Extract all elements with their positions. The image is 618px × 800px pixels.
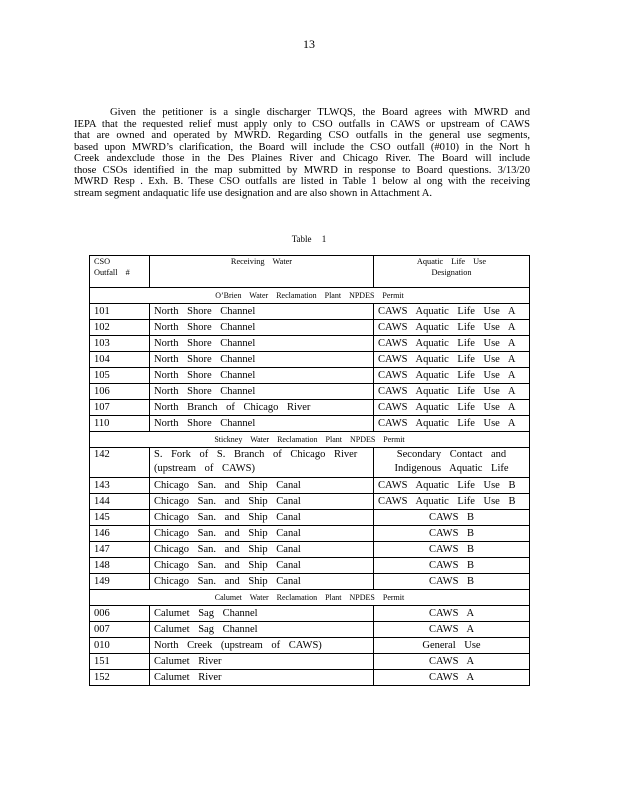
table-row	[90, 526, 530, 542]
use-cell: CAWS A	[374, 670, 530, 686]
table-row	[90, 654, 530, 670]
outfall-cell: 007	[90, 622, 150, 638]
use-cell: CAWS B	[374, 558, 530, 574]
use-cell: CAWS B	[374, 526, 530, 542]
water-cell: Chicago San. and Ship Canal	[150, 574, 374, 590]
water-cell: Chicago San. and Ship Canal	[150, 542, 374, 558]
water-cell: Chicago San. and Ship Canal	[150, 494, 374, 510]
use-cell: CAWS Aquatic Life Use A	[374, 416, 530, 432]
header-cso-label: CSO	[94, 257, 111, 266]
table-row	[90, 416, 530, 432]
outfall-cell: 146	[90, 526, 150, 542]
outfall-cell: 144	[90, 494, 150, 510]
paragraph-line: based upon MWRD’s clarification, the Board will include the CSO outfall (#010) in the Nort h	[74, 141, 530, 153]
use-cell: CAWS Aquatic Life Use A	[374, 320, 530, 336]
use-cell: CAWS Aquatic Life Use A	[374, 304, 530, 320]
water-cell: Calumet River	[150, 670, 374, 686]
paragraph-line: stream segment andaquatic life use designation and are also shown in Attachment A.	[74, 187, 433, 199]
paragraph-line: Given the petitioner is a single discharger TLWQS, the Board agrees with MWRD and	[110, 107, 530, 118]
use-cell: CAWS Aquatic Life Use A	[374, 352, 530, 368]
outfall-cell: 149	[90, 574, 150, 590]
table-row	[90, 638, 530, 654]
paragraph-line: those CSOs identified in the map submitted by MWRD in response to Board questions. 3/13/20	[74, 164, 530, 176]
table-header-row	[90, 256, 530, 288]
outfall-cell: 152	[90, 670, 150, 686]
water-cell: Chicago San. and Ship Canal	[150, 526, 374, 542]
use-line: Indigenous Aquatic Life	[394, 463, 509, 474]
water-cell: North Shore Channel	[150, 336, 374, 352]
water-cell: Chicago San. and Ship Canal	[150, 558, 374, 574]
water-cell: North Branch of Chicago River	[150, 400, 374, 416]
water-cell: North Shore Channel	[150, 416, 374, 432]
use-cell: CAWS Aquatic Life Use A	[374, 368, 530, 384]
section-title: Stickney Water Reclamation Plant NPDES Permit	[90, 432, 530, 448]
table-row	[90, 670, 530, 686]
paragraph-line: MWRD Resp . Exh. B. These CSO outfalls are listed in Table 1 below al ong with the receiving	[74, 176, 530, 187]
table-row	[90, 304, 530, 320]
water-cell: Chicago San. and Ship Canal	[150, 478, 374, 494]
use-cell: CAWS B	[374, 510, 530, 526]
outfall-cell: 006	[90, 606, 150, 622]
outfall-cell: 102	[90, 320, 150, 336]
paragraph-line: Creek andexclude those in the Des Plaines River and Chicago River. The Board will include	[74, 153, 530, 164]
section-header-calumet	[90, 590, 530, 606]
water-cell	[150, 448, 374, 478]
section-header-obrien	[90, 288, 530, 304]
outfall-cell: 010	[90, 638, 150, 654]
use-cell: CAWS Aquatic Life Use B	[374, 494, 530, 510]
outfall-cell: 147	[90, 542, 150, 558]
header-aquatic-life-use	[374, 256, 530, 288]
use-cell: CAWS Aquatic Life Use A	[374, 400, 530, 416]
paragraph-line: that are owned and operated by MWRD. Regarding CSO outfalls in the general use segments,	[74, 130, 530, 141]
water-line: S. Fork of S. Branch of Chicago River	[154, 449, 358, 460]
water-cell: Calumet Sag Channel	[150, 622, 374, 638]
use-cell: CAWS Aquatic Life Use A	[374, 384, 530, 400]
header-cso-outfall	[90, 256, 150, 288]
water-cell: North Shore Channel	[150, 304, 374, 320]
header-aquatic-life-label: Aquatic Life Use	[416, 257, 487, 266]
table-caption: Table 1	[291, 234, 327, 244]
outfall-cell: 143	[90, 478, 150, 494]
outfall-cell: 103	[90, 336, 150, 352]
use-cell: CAWS Aquatic Life Use B	[374, 478, 530, 494]
use-cell: CAWS Aquatic Life Use A	[374, 336, 530, 352]
body-paragraph	[74, 107, 530, 199]
water-line: (upstream of CAWS)	[154, 463, 255, 474]
use-cell: General Use	[374, 638, 530, 654]
table-row	[90, 494, 530, 510]
cso-outfall-table	[89, 255, 530, 686]
table-row	[90, 320, 530, 336]
page-number: 13	[303, 37, 315, 51]
use-cell: CAWS A	[374, 654, 530, 670]
section-header-stickney	[90, 432, 530, 448]
table-row	[90, 368, 530, 384]
water-cell: Chicago San. and Ship Canal	[150, 510, 374, 526]
outfall-cell: 148	[90, 558, 150, 574]
header-outfall-label: Outfall #	[94, 268, 130, 277]
use-cell: CAWS A	[374, 606, 530, 622]
section-title: Calumet Water Reclamation Plant NPDES Permit	[90, 590, 530, 606]
water-cell: North Shore Channel	[150, 320, 374, 336]
outfall-cell: 107	[90, 400, 150, 416]
water-cell: North Shore Channel	[150, 384, 374, 400]
water-cell: North Creek (upstream of CAWS)	[150, 638, 374, 654]
outfall-cell: 110	[90, 416, 150, 432]
water-cell: Calumet River	[150, 654, 374, 670]
table-row	[90, 574, 530, 590]
use-cell: CAWS A	[374, 622, 530, 638]
table-row	[90, 622, 530, 638]
table-row	[90, 400, 530, 416]
section-title: O’Brien Water Reclamation Plant NPDES Permit	[90, 288, 530, 304]
header-receiving-water: Receiving Water	[150, 256, 374, 288]
table-row	[90, 558, 530, 574]
table-row	[90, 352, 530, 368]
table-row	[90, 510, 530, 526]
water-cell: Calumet Sag Channel	[150, 606, 374, 622]
use-cell: CAWS B	[374, 542, 530, 558]
table-row	[90, 336, 530, 352]
table-row	[90, 448, 530, 478]
table-row	[90, 606, 530, 622]
table-row	[90, 384, 530, 400]
use-cell	[374, 448, 530, 478]
water-cell: North Shore Channel	[150, 368, 374, 384]
outfall-cell: 101	[90, 304, 150, 320]
paragraph-line: IEPA that the requested relief must apply only to CSO outfalls in CAWS or upstream of CAWS	[74, 118, 530, 130]
table-row	[90, 478, 530, 494]
use-line: Secondary Contact and	[396, 449, 507, 460]
table-row	[90, 542, 530, 558]
water-cell: North Shore Channel	[150, 352, 374, 368]
outfall-cell: 106	[90, 384, 150, 400]
outfall-cell: 145	[90, 510, 150, 526]
header-designation-label: Designation	[431, 268, 472, 277]
outfall-cell: 151	[90, 654, 150, 670]
outfall-cell: 142	[90, 448, 150, 478]
outfall-cell: 105	[90, 368, 150, 384]
use-cell: CAWS B	[374, 574, 530, 590]
outfall-cell: 104	[90, 352, 150, 368]
